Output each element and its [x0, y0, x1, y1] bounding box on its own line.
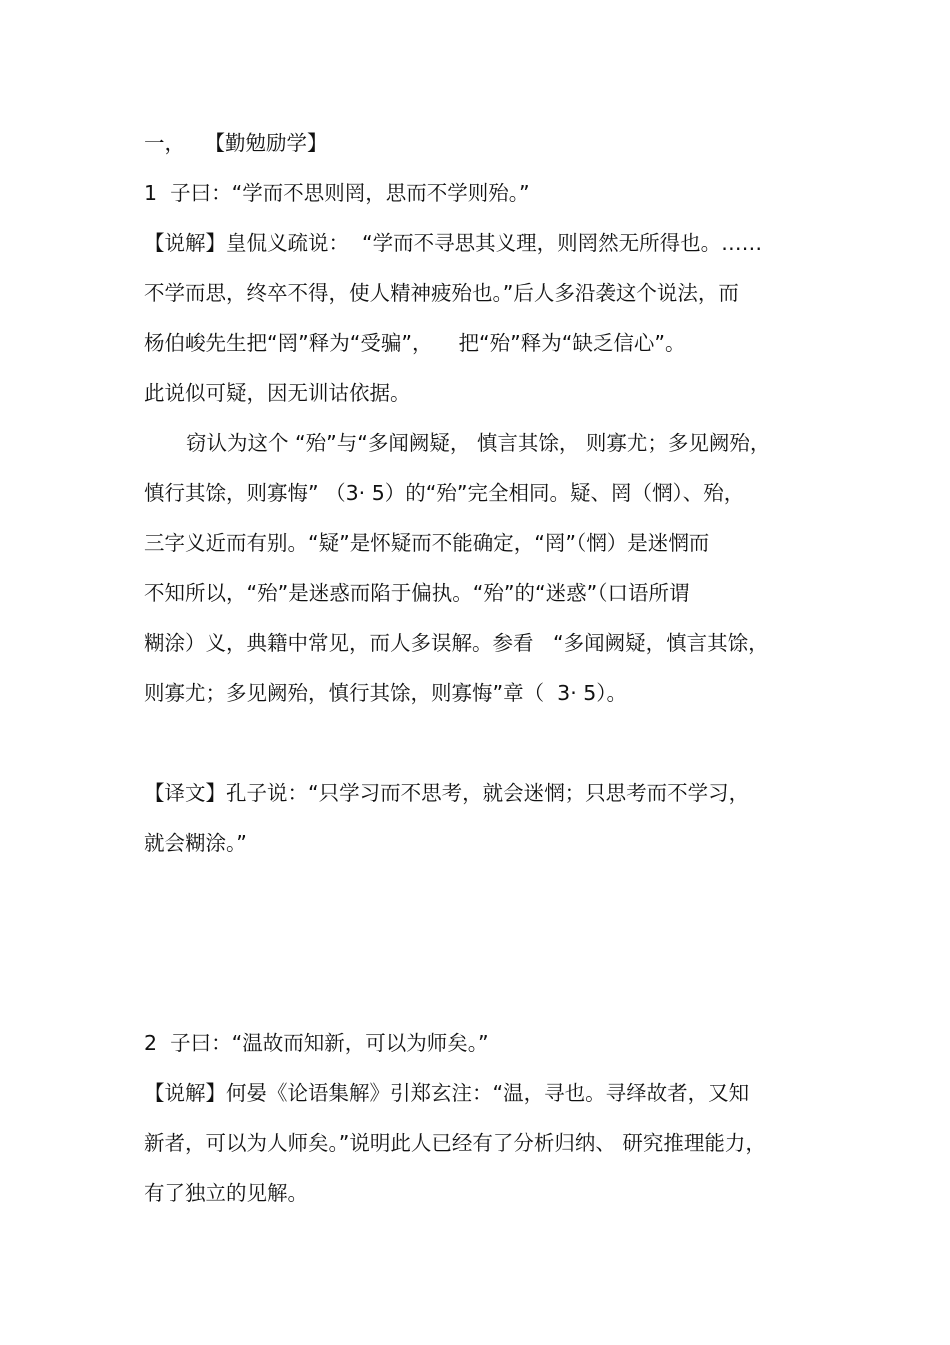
- item-2-quote: 2 子曰：“温故而知新，可以为师矣。”: [144, 1031, 489, 1055]
- item-2-explanation-line: 【说解】何晏《论语集解》引郑玄注：“温，寻也。寻绎故者，又知: [144, 1081, 750, 1105]
- item-1-note-line: 则寡尤；多见阙殆，慎行其馀，则寡悔”章（ 3· 5）。: [144, 681, 628, 705]
- item-1-note-line: 窃认为这个 “殆”与“多闻阙疑， 慎言其馀， 则寡尤；多见阙殆，: [186, 431, 771, 455]
- item-1-explanation-line: 【说解】皇侃义疏说： “学而不寻思其义理，则罔然无所得也。……: [144, 231, 763, 255]
- item-1-quote: 1 子曰：“学而不思则罔，思而不学则殆。”: [144, 181, 530, 205]
- item-1-explanation-line: 不学而思，终卒不得，使人精神疲殆也。”后人多沿袭这个说法，而: [144, 281, 739, 305]
- item-1-explanation-line: 杨伯峻先生把“罔”释为“受骗”， 把“殆”释为“缺乏信心”。: [144, 331, 686, 355]
- item-1-explanation-line: 此说似可疑，因无训诂依据。: [144, 381, 411, 405]
- item-1-note-line: 不知所以，“殆”是迷惑而陷于偏执。“殆”的“迷惑”（口语所谓: [144, 581, 690, 605]
- item-1-translation-line: 就会糊涂。”: [144, 831, 247, 855]
- item-2-explanation-line: 新者，可以为人师矣。”说明此人已经有了分析归纳、 研究推理能力，: [144, 1131, 766, 1155]
- item-1-translation-line: 【译文】孔子说：“只学习而不思考，就会迷惘；只思考而不学习，: [144, 781, 750, 805]
- section-heading: 一， 【勤勉励学】: [144, 131, 328, 155]
- item-1-note-line: 糊涂）义，典籍中常见，而人多误解。参看 “多闻阙疑，慎言其馀，: [144, 631, 769, 655]
- item-1-note-line: 三字义近而有别。“疑”是怀疑而不能确定，“罔”（惘）是迷惘而: [144, 531, 710, 555]
- item-1-note-line: 慎行其馀，则寡悔” （3· 5）的“殆”完全相同。疑、罔（惘）、殆，: [144, 481, 745, 505]
- item-2-explanation-line: 有了独立的见解。: [144, 1181, 308, 1205]
